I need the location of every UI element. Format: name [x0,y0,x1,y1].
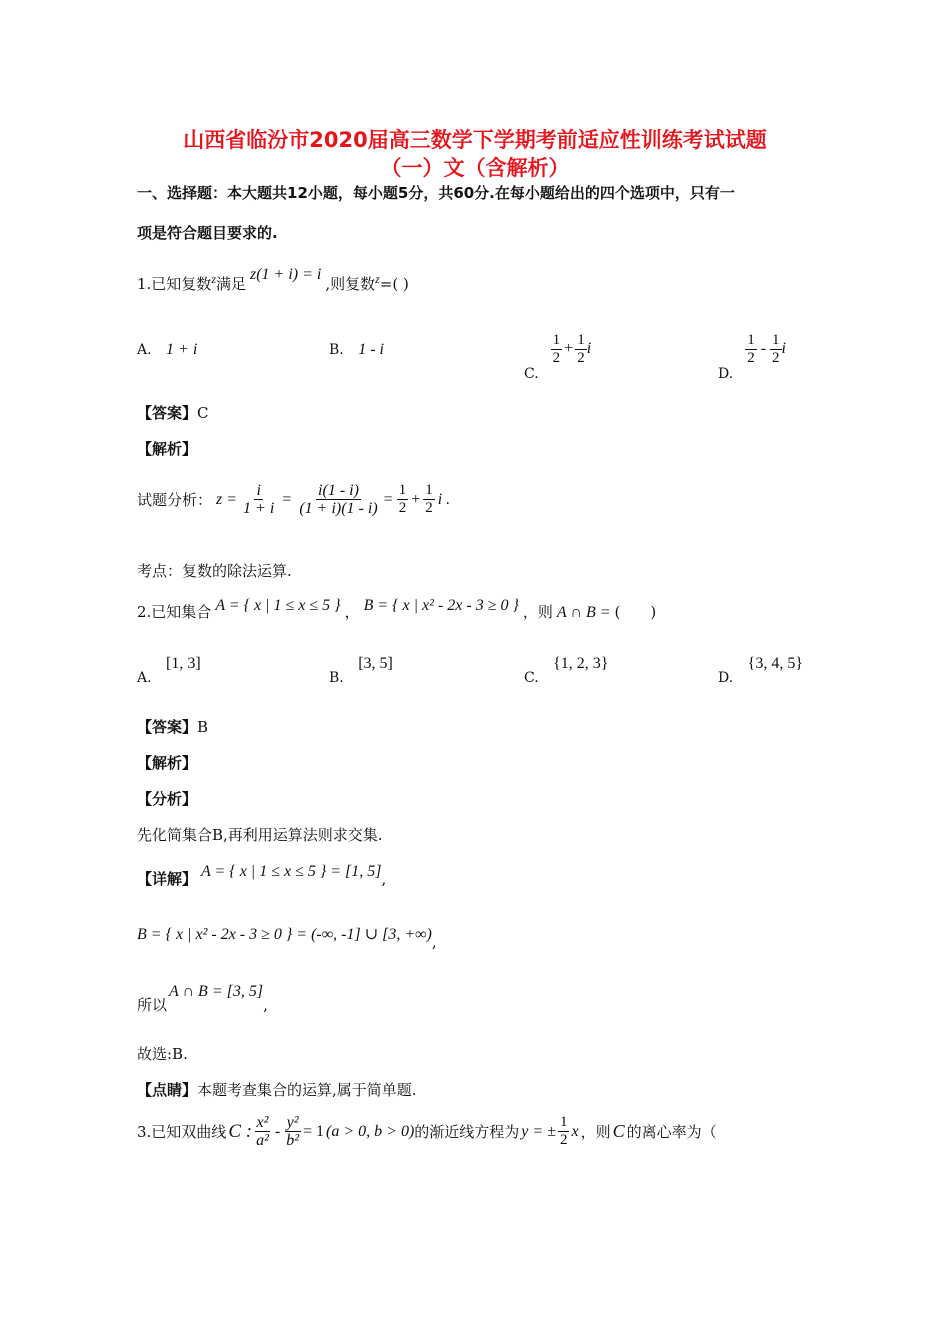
document-title-line2: （一）文（含解析） [380,156,570,180]
q1-point: 考点：复数的除法运算. [137,562,292,580]
set-b: B = { x | x² - 2x - 3 ≥ 0 } [363,597,519,614]
q2-detail-2: B = { x | x² - 2x - 3 ≥ 0 } = (-∞, -1] ∪ [3, +∞), [137,926,437,951]
fraction: $\frac{1}{2}$ [552,331,561,366]
section-header-line1: 一、选择题：本大题共12小题，每小题5分，共60分.在每小题给出的四个选项中，只有一 [137,184,735,202]
fraction: $\frac{1}{2}$ [747,331,755,366]
q2-choose: 故选:B. [137,1045,188,1063]
fraction: $\frac{1}{2}$ [559,1114,568,1148]
q1-option-c: C. $\frac{1}{2}$ + $\frac{1}{2}$ i [524,331,592,382]
fraction: $\frac{1}{2}$ [577,331,585,366]
q2-fenxi-label: 【分析】 [137,790,198,808]
q2-detail-1: 【详解】 A = { x | 1 ≤ x ≤ 5 } = [1, 5], [137,863,387,888]
fraction: $\frac{1}{2}$ [425,482,433,516]
q2-detail-3: 所以A ∩ B = [3, 5], [137,983,268,1014]
fraction: $\frac{i}{1 + i}$ [243,482,275,517]
q2-option-d: D. {3, 4, 5} [718,655,803,686]
question-2-stem: 2.已知集合 A = { x | 1 ≤ x ≤ 5 } ， B = { x | x² - 2x - 3 ≥ 0 } ，则 A ∩ B = ( ) [137,597,657,621]
q2-analysis-label: 【解析】 [137,754,198,772]
question-3-stem: 3.已知双曲线 C : $\frac{\text{x²}}{\text{a²}}$ - $\frac{\text{y²}}{\text{b²}}$ = 1 (a > 0, b > 0) 的渐近线方程为 y = ± $\frac{1}{2}$ x ，则 C 的离心率为（ [137,1114,717,1149]
q2-option-a: A. [1, 3] [137,655,201,686]
document-title-line1: 山西省临汾市2020届高三数学下学期考前适应性训练考试试题 [183,128,767,152]
q1-option-d: D. $\frac{1}{2}$ - $\frac{1}{2}$ i [718,331,786,382]
q1-option-b: B. 1 - i [329,341,384,358]
q2-fenxi: 先化简集合B,再利用运算法则求交集. [137,826,383,844]
set-a: A = { x | 1 ≤ x ≤ 5 } [215,597,341,614]
question-1-condition: z(1 + i) = i [250,266,322,283]
fraction: $\frac{1}{2}$ [398,482,407,516]
q2-option-c: C. {1, 2, 3} [524,655,609,686]
fraction: $\frac{\text{y²}}{\text{b²}}$ [286,1114,299,1149]
section-header-line2: 项是符合题目要求的. [137,224,278,242]
q2-answer: 【答案】B [137,718,209,736]
q1-solution: 试题分析： z = $\frac{i}{1 + i}$ = $\frac{i(1 - i)}{(1 + i)(1 - i)}$ = $\frac{1}{2}$ + $\frac{1}{2}$ i . [137,482,451,517]
fraction: $\frac{\text{x²}}{\text{a²}}$ [256,1114,269,1149]
q1-option-a: A. 1 + i [137,341,198,358]
fraction: $\frac{1}{2}$ [772,331,780,366]
question-1-stem: 1.已知复数$^z$满足z(1 + i) = i,则复数$^z$=( ) [137,266,409,293]
q2-option-b: B. [3, 5] [329,655,393,686]
q1-answer: 【答案】C [137,404,209,422]
q1-analysis-label: 【解析】 [137,440,198,458]
fraction: $\frac{i(1 - i)}{(1 + i)(1 - i)}$ [299,482,378,517]
q2-comment: 【点睛】本题考查集合的运算,属于简单题. [137,1081,417,1099]
